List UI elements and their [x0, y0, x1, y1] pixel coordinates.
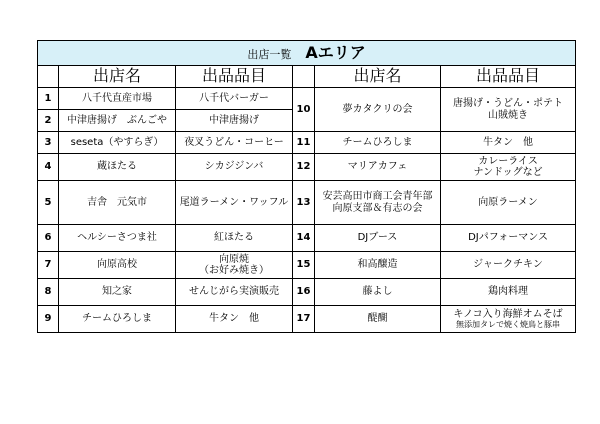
row-number: 16 — [293, 279, 315, 306]
item-name: 向原ラーメン — [441, 181, 576, 225]
shop-name: DJブース — [315, 225, 441, 252]
row-number: 3 — [38, 132, 59, 154]
item-name: 牛タン 他 — [176, 306, 293, 333]
item-line: （お好み焼き） — [199, 265, 269, 276]
item-line: ナンドッグなど — [473, 167, 543, 178]
row-number: 14 — [293, 225, 315, 252]
item-name — [441, 306, 576, 333]
header-num-left — [38, 66, 59, 88]
shop-name: 和高醸造 — [315, 252, 441, 279]
row-number: 12 — [293, 154, 315, 181]
row-number: 17 — [293, 306, 315, 333]
item-name: ジャークチキン — [441, 252, 576, 279]
shop-name: 向原高校 — [59, 252, 176, 279]
header-item-right: 出品品目 — [441, 66, 576, 88]
item-line: 山賊焼き — [488, 109, 529, 121]
item-line: カレーライス — [478, 155, 538, 167]
table-row — [38, 306, 576, 333]
item-line: 向原焼 — [219, 253, 249, 265]
shop-name — [315, 181, 441, 225]
item-name: せんじがら実演販売 — [176, 279, 293, 306]
item-name — [441, 154, 576, 181]
row-number: 1 — [38, 88, 59, 110]
table-title — [38, 41, 576, 66]
shop-name: マリアカフェ — [315, 154, 441, 181]
item-name: 夜叉うどん・コーヒー — [176, 132, 293, 154]
table-row — [38, 88, 576, 110]
shop-name: 蔵ほたる — [59, 154, 176, 181]
table-row — [38, 154, 576, 181]
shop-name: 知之家 — [59, 279, 176, 306]
item-name: 尾道ラーメン・ワッフル — [176, 181, 293, 225]
shop-name: 藤よし — [315, 279, 441, 306]
item-line: キノコ入り海鮮オムそば — [453, 308, 563, 320]
item-name: 中津唐揚げ — [176, 110, 293, 132]
shop-name: 夢カタクリの会 — [315, 88, 441, 132]
shop-name: 中津唐揚げ ぶんごや — [59, 110, 176, 132]
item-name: 鶏肉料理 — [441, 279, 576, 306]
shop-list-table — [37, 40, 576, 333]
shop-name: 八千代直産市場 — [59, 88, 176, 110]
shop-name: ヘルシーさつま社 — [59, 225, 176, 252]
shop-name: チームひろしま — [59, 306, 176, 333]
item-name: 紅ほたる — [176, 225, 293, 252]
item-name — [441, 88, 576, 132]
shop-line: 安芸高田市商工会青年部 — [322, 191, 433, 202]
title-area: Aエリア — [305, 42, 366, 62]
shop-line: 向原支部＆有志の会 — [332, 202, 423, 214]
row-number: 8 — [38, 279, 59, 306]
table-title-row — [38, 41, 576, 66]
row-number: 15 — [293, 252, 315, 279]
table-row — [38, 132, 576, 154]
header-row — [38, 66, 576, 88]
table-row — [38, 252, 576, 279]
table-row — [38, 279, 576, 306]
shop-name: seseta（やすらぎ） — [59, 132, 176, 154]
shop-name: 醍醐 — [315, 306, 441, 333]
row-number: 4 — [38, 154, 59, 181]
row-number: 13 — [293, 181, 315, 225]
row-number: 5 — [38, 181, 59, 225]
item-line: 無添加タレで焼く焼鳥と豚串 — [456, 320, 561, 330]
item-name — [176, 252, 293, 279]
header-shop-right: 出店名 — [315, 66, 441, 88]
header-shop-left: 出店名 — [59, 66, 176, 88]
item-name: 牛タン 他 — [441, 132, 576, 154]
row-number: 7 — [38, 252, 59, 279]
row-number: 6 — [38, 225, 59, 252]
row-number: 2 — [38, 110, 59, 132]
shop-name: チームひろしま — [315, 132, 441, 154]
row-number: 9 — [38, 306, 59, 333]
header-item-left: 出品品目 — [176, 66, 293, 88]
item-name: シカジジンバ — [176, 154, 293, 181]
item-line: 唐揚げ・うどん・ポテト — [453, 98, 564, 109]
row-number: 10 — [293, 88, 315, 132]
shop-name: 吉舎 元気市 — [59, 181, 176, 225]
row-number: 11 — [293, 132, 315, 154]
table-row — [38, 225, 576, 252]
header-num-right — [293, 66, 315, 88]
title-prefix: 出店一覧 — [247, 47, 292, 61]
item-name: 八千代バーガー — [176, 88, 293, 110]
item-name: DJパフォーマンス — [441, 225, 576, 252]
table-row — [38, 181, 576, 225]
